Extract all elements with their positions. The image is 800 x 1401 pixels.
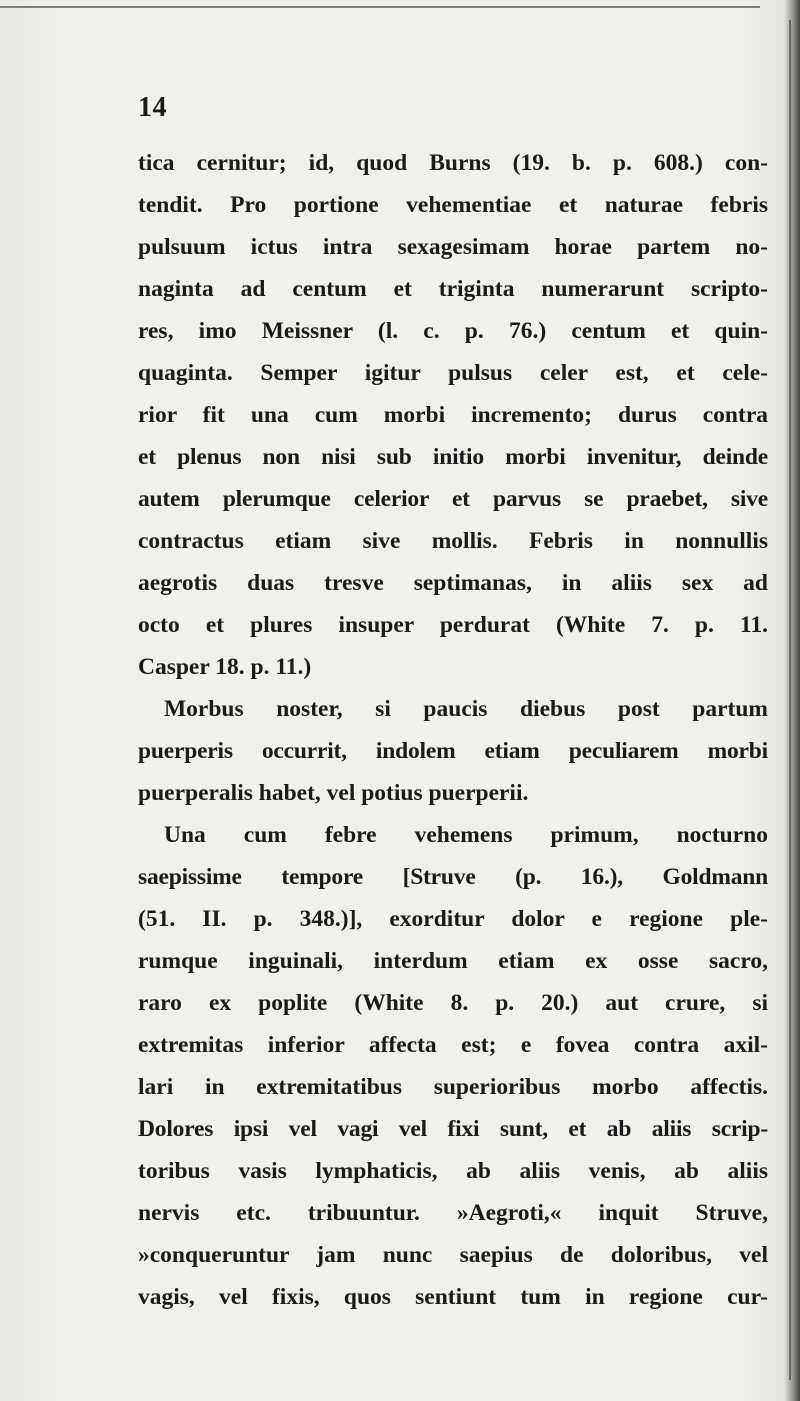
text-line: raro ex poplite (White 8. p. 20.) aut crure, si [138, 990, 768, 1016]
text-line: vagis, vel fixis, quos sentiunt tum in regione cur- [138, 1284, 768, 1310]
text-line: res, imo Meissner (l. c. p. 76.) centum et quin- [138, 318, 768, 344]
text-line: Casper 18. p. 11.) [138, 654, 312, 680]
text-line: (51. II. p. 348.)], exorditur dolor e regione ple- [138, 906, 768, 932]
text-line: tendit. Pro portione vehementiae et naturae febris [138, 192, 768, 218]
text-line: pulsuum ictus intra sexagesimam horae partem no- [138, 234, 768, 260]
text-line: lari in extremitatibus superioribus morbo affectis. [138, 1074, 768, 1100]
text-line: puerperis occurrit, indolem etiam peculiarem morbi [138, 738, 768, 764]
text-line: Dolores ipsi vel vagi vel fixi sunt, et ab aliis scrip- [138, 1116, 768, 1142]
text-line: octo et plures insuper perdurat (White 7. p. 11. [138, 612, 768, 638]
text-line: tica cernitur; id, quod Burns (19. b. p. 608.) con- [138, 150, 768, 176]
text-line: autem plerumque celerior et parvus se praebet, sive [138, 486, 768, 512]
text-line: puerperalis habet, vel potius puerperii. [138, 780, 529, 806]
text-line: contractus etiam sive mollis. Febris in nonnullis [138, 528, 768, 554]
page-number: 14 [138, 92, 167, 123]
text-line: Morbus noster, si paucis diebus post partum [164, 696, 768, 722]
page-edge-shadow [784, 0, 800, 1401]
text-line: nervis etc. tribuuntur. »Aegroti,« inquit Struve, [138, 1200, 768, 1226]
text-line: extremitas inferior affecta est; e fovea contra axil- [138, 1032, 768, 1058]
text-line: toribus vasis lymphaticis, ab aliis venis, ab aliis [138, 1158, 768, 1184]
text-line: naginta ad centum et triginta numerarunt scripto- [138, 276, 768, 302]
body-text [138, 142, 768, 1318]
text-line: et plenus non nisi sub initio morbi invenitur, deinde [138, 444, 768, 470]
text-line: saepissime tempore [Struve (p. 16.), Goldmann [138, 864, 768, 890]
text-line: rior fit una cum morbi incremento; durus contra [138, 402, 768, 428]
text-line: aegrotis duas tresve septimanas, in aliis sex ad [138, 570, 768, 596]
text-line: Una cum febre vehemens primum, nocturno [164, 822, 768, 848]
page-edge-line [789, 20, 791, 1380]
text-line: rumque inguinali, interdum etiam ex osse sacro, [138, 948, 768, 974]
top-rule [0, 6, 760, 8]
text-line: quaginta. Semper igitur pulsus celer est, et cele- [138, 360, 768, 386]
text-line: »conqueruntur jam nunc saepius de doloribus, vel [138, 1242, 768, 1268]
